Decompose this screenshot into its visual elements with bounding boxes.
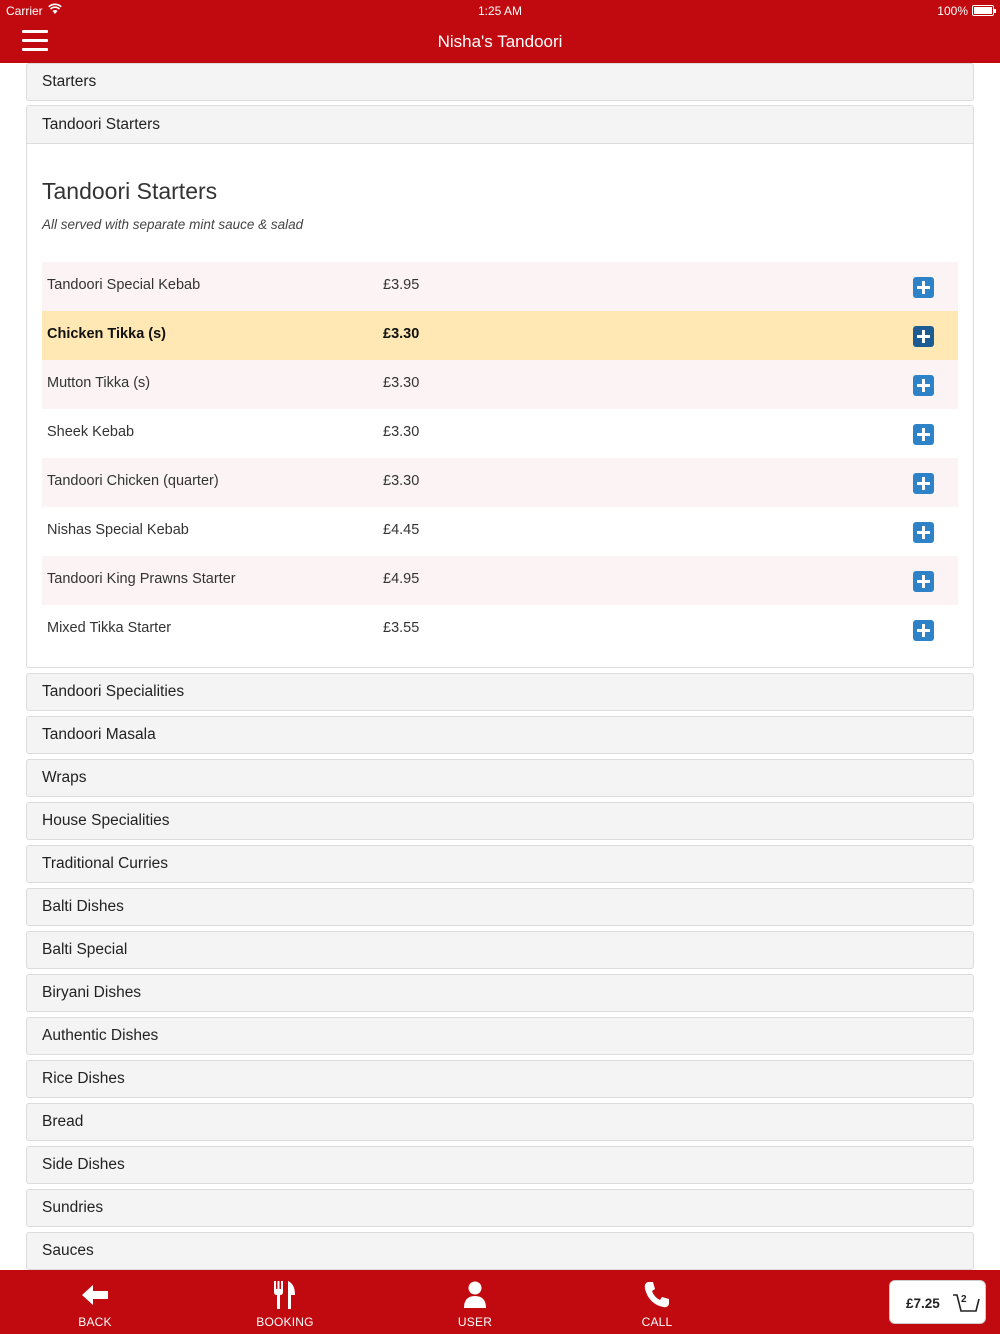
- menu-item-price: £3.55: [383, 620, 420, 636]
- cutlery-icon: [269, 1280, 301, 1310]
- section-title: Tandoori Starters: [42, 178, 218, 204]
- menu-item-name: Tandoori Chicken (quarter): [47, 473, 219, 489]
- tab-call[interactable]: [597, 1270, 717, 1334]
- category-balti-special[interactable]: Balti Special: [26, 931, 974, 969]
- menu-item-name: Chicken Tikka (s): [47, 326, 167, 342]
- menu-item: [42, 262, 958, 311]
- category-authentic-dishes[interactable]: Authentic Dishes: [26, 1017, 974, 1055]
- menu-item: [42, 409, 958, 458]
- menu-item-name: Nishas Special Kebab: [47, 522, 189, 538]
- menu-item-list: [42, 262, 958, 654]
- category-sundries[interactable]: Sundries: [26, 1189, 974, 1227]
- menu-item-price: £3.30: [383, 326, 420, 342]
- user-icon: [459, 1280, 491, 1310]
- battery-percent: 100%: [937, 4, 968, 18]
- add-item-icon[interactable]: [913, 375, 934, 396]
- category-biryani-dishes[interactable]: Biryani Dishes: [26, 974, 974, 1012]
- cart-button[interactable]: [889, 1280, 986, 1324]
- carrier-label: Carrier: [6, 4, 43, 18]
- add-item-icon[interactable]: [913, 522, 934, 543]
- tab-user-label: USER: [457, 1315, 493, 1329]
- tab-call-label: CALL: [641, 1315, 673, 1329]
- category-side-dishes[interactable]: Side Dishes: [26, 1146, 974, 1184]
- menu-item: [42, 556, 958, 605]
- menu-item-price: £3.30: [383, 473, 420, 489]
- bottom-tab-bar: [0, 1270, 1000, 1334]
- menu-item-name: Sheek Kebab: [47, 424, 135, 440]
- add-item-icon[interactable]: [913, 473, 934, 494]
- menu-item-price: £4.45: [383, 522, 420, 538]
- category-house-specialities[interactable]: House Specialities: [26, 802, 974, 840]
- tab-booking[interactable]: [225, 1270, 345, 1334]
- menu-item-price: £4.95: [383, 571, 420, 587]
- menu-item: [42, 360, 958, 409]
- tab-user[interactable]: [415, 1270, 535, 1334]
- add-item-icon[interactable]: [913, 326, 934, 347]
- tab-back[interactable]: [35, 1270, 155, 1334]
- category-rice-dishes[interactable]: Rice Dishes: [26, 1060, 974, 1098]
- category-tandoori-starters[interactable]: Tandoori Starters: [27, 106, 973, 144]
- section-description: All served with separate mint sauce & salad: [42, 217, 304, 232]
- category-tandoori-masala[interactable]: Tandoori Masala: [26, 716, 974, 754]
- menu-item-price: £3.30: [383, 424, 420, 440]
- menu-item-name: Tandoori King Prawns Starter: [47, 571, 236, 587]
- cart-total: £7.25: [906, 1296, 940, 1311]
- category-bread[interactable]: Bread: [26, 1103, 974, 1141]
- menu-item-name: Mutton Tikka (s): [47, 375, 151, 391]
- status-bar: [0, 0, 1000, 22]
- menu-item: [42, 605, 958, 654]
- category-tandoori-specialities[interactable]: Tandoori Specialities: [26, 673, 974, 711]
- menu-item-name: Mixed Tikka Starter: [47, 620, 172, 636]
- category-panel-tandoori-starters: [26, 105, 974, 668]
- menu-item-name: Tandoori Special Kebab: [47, 277, 201, 293]
- category-starters[interactable]: Starters: [26, 63, 974, 101]
- nav-bar: [0, 22, 1000, 63]
- menu-item: [42, 311, 958, 360]
- category-sauces[interactable]: Sauces: [26, 1232, 974, 1270]
- menu-item: [42, 458, 958, 507]
- add-item-icon[interactable]: [913, 277, 934, 298]
- add-item-icon[interactable]: [913, 620, 934, 641]
- category-wraps[interactable]: Wraps: [26, 759, 974, 797]
- add-item-icon[interactable]: [913, 424, 934, 445]
- category-balti-dishes[interactable]: Balti Dishes: [26, 888, 974, 926]
- menu-content[interactable]: [0, 63, 1000, 1270]
- cart-count-badge: 2: [961, 1294, 967, 1305]
- page-title: Nisha's Tandoori: [437, 32, 563, 51]
- tab-booking-label: BOOKING: [256, 1315, 314, 1329]
- tab-back-label: BACK: [78, 1315, 112, 1329]
- arrow-left-icon: [79, 1280, 111, 1310]
- basket-icon: [952, 1292, 982, 1314]
- phone-icon: [641, 1280, 673, 1310]
- menu-item-price: £3.95: [383, 277, 420, 293]
- clock: 1:25 AM: [477, 4, 523, 18]
- battery-icon: [972, 5, 994, 16]
- menu-item-price: £3.30: [383, 375, 420, 391]
- add-item-icon[interactable]: [913, 571, 934, 592]
- menu-item: [42, 507, 958, 556]
- category-traditional-curries[interactable]: Traditional Curries: [26, 845, 974, 883]
